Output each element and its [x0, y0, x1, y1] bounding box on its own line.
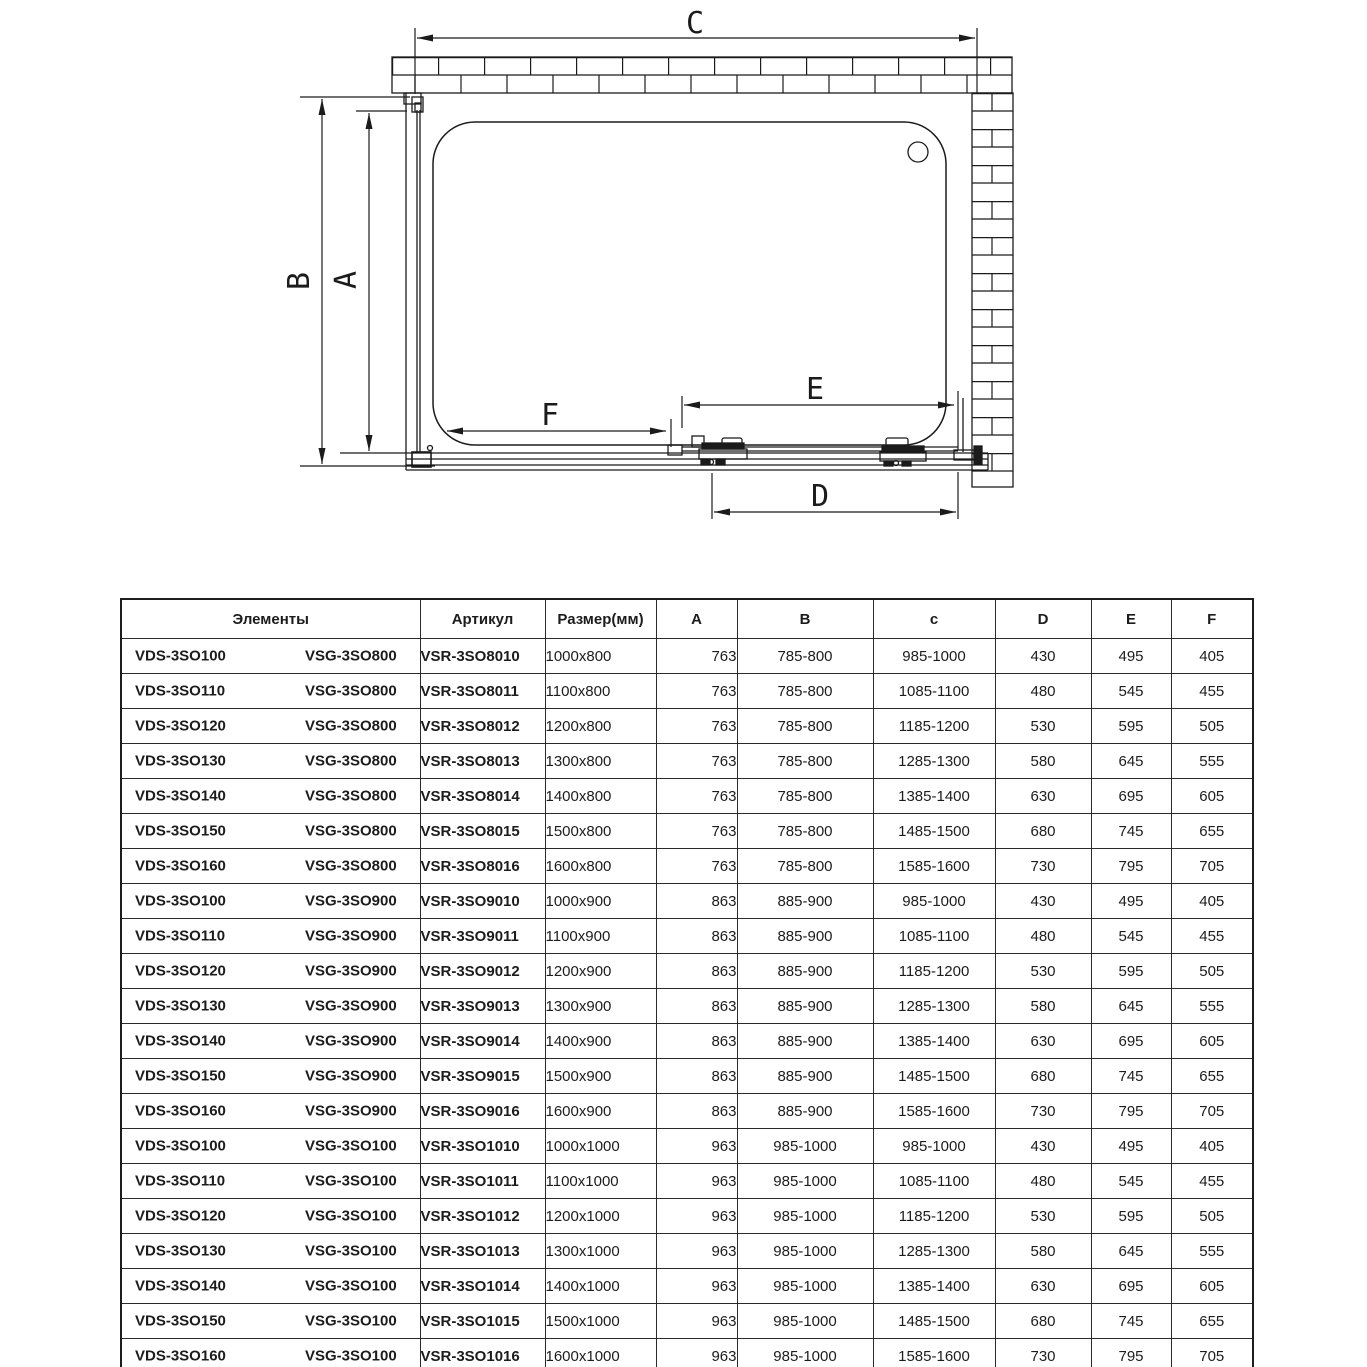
table-row: [121, 1094, 1253, 1129]
cell-e: 795: [1091, 1339, 1171, 1367]
element-code-vds: VDS-3SO120: [135, 962, 226, 980]
cell-elements: [121, 814, 420, 849]
cell-size: 1500x800: [545, 814, 656, 849]
cell-f: 705: [1171, 849, 1253, 884]
cell-f: 455: [1171, 1164, 1253, 1199]
dim-label-E: E: [805, 372, 825, 407]
cell-size: 1000x1000: [545, 1129, 656, 1164]
cell-article: VSR-3SO9013: [420, 989, 545, 1024]
cell-c: 1085-1100: [873, 1164, 995, 1199]
cell-size: 1200x1000: [545, 1199, 656, 1234]
cell-elements: [121, 1164, 420, 1199]
element-code-vds: VDS-3SO120: [135, 1207, 226, 1225]
cell-e: 495: [1091, 639, 1171, 674]
cell-e: 545: [1091, 1164, 1171, 1199]
top-brick-wall: [392, 57, 1012, 93]
cell-elements: [121, 709, 420, 744]
cell-f: 605: [1171, 1024, 1253, 1059]
cell-size: 1400x1000: [545, 1269, 656, 1304]
cell-c: 1085-1100: [873, 919, 995, 954]
shower-tray: [433, 122, 946, 445]
element-code-vds: VDS-3SO140: [135, 1277, 226, 1295]
header-elements: Элементы: [121, 599, 420, 639]
cell-size: 1300x900: [545, 989, 656, 1024]
cell-d: 580: [995, 1234, 1091, 1269]
cell-elements: [121, 989, 420, 1024]
cell-a: 763: [656, 709, 737, 744]
spec-table-body: [121, 639, 1253, 1367]
cell-b: 885-900: [737, 989, 873, 1024]
table-row: [121, 639, 1253, 674]
cell-b: 985-1000: [737, 1339, 873, 1367]
table-row: [121, 674, 1253, 709]
header-size: Размер(мм): [545, 599, 656, 639]
element-code-vsg: VSG-3SO100: [305, 1242, 397, 1260]
cell-f: 405: [1171, 639, 1253, 674]
cell-f: 505: [1171, 1199, 1253, 1234]
cell-a: 863: [656, 954, 737, 989]
cell-elements: [121, 1304, 420, 1339]
cell-article: VSR-3SO1012: [420, 1199, 545, 1234]
cell-d: 680: [995, 814, 1091, 849]
element-code-vds: VDS-3SO130: [135, 752, 226, 770]
cell-b: 885-900: [737, 919, 873, 954]
shower-enclosure-drawing: [0, 0, 1367, 580]
cell-size: 1200x800: [545, 709, 656, 744]
cell-f: 505: [1171, 709, 1253, 744]
cell-elements: [121, 849, 420, 884]
cell-b: 985-1000: [737, 1164, 873, 1199]
cell-d: 730: [995, 849, 1091, 884]
element-code-vsg: VSG-3SO800: [305, 717, 397, 735]
cell-e: 595: [1091, 954, 1171, 989]
cell-f: 655: [1171, 814, 1253, 849]
cell-b: 985-1000: [737, 1234, 873, 1269]
element-code-vsg: VSG-3SO800: [305, 822, 397, 840]
cell-f: 555: [1171, 744, 1253, 779]
cell-elements: [121, 1129, 420, 1164]
dim-label-F: F: [540, 398, 560, 433]
element-code-vsg: VSG-3SO900: [305, 962, 397, 980]
cell-elements: [121, 1234, 420, 1269]
table-row: [121, 779, 1253, 814]
cell-a: 763: [656, 674, 737, 709]
cell-c: 985-1000: [873, 639, 995, 674]
cell-elements: [121, 1339, 420, 1367]
cell-d: 730: [995, 1094, 1091, 1129]
cell-b: 985-1000: [737, 1269, 873, 1304]
cell-article: VSR-3SO9014: [420, 1024, 545, 1059]
cell-b: 985-1000: [737, 1199, 873, 1234]
table-row: [121, 954, 1253, 989]
cell-c: 1385-1400: [873, 1024, 995, 1059]
element-code-vds: VDS-3SO150: [135, 1067, 226, 1085]
cell-b: 785-800: [737, 709, 873, 744]
cell-b: 785-800: [737, 849, 873, 884]
cell-c: 1285-1300: [873, 744, 995, 779]
cell-elements: [121, 1269, 420, 1304]
cell-e: 695: [1091, 779, 1171, 814]
element-code-vds: VDS-3SO150: [135, 1312, 226, 1330]
dim-label-A: A: [329, 270, 364, 290]
header-a: A: [656, 599, 737, 639]
cell-d: 580: [995, 989, 1091, 1024]
cell-article: VSR-3SO9012: [420, 954, 545, 989]
cell-d: 530: [995, 1199, 1091, 1234]
cell-a: 963: [656, 1269, 737, 1304]
cell-size: 1400x900: [545, 1024, 656, 1059]
cell-article: VSR-3SO9010: [420, 884, 545, 919]
cell-elements: [121, 919, 420, 954]
cell-a: 763: [656, 639, 737, 674]
cell-b: 985-1000: [737, 1129, 873, 1164]
cell-a: 963: [656, 1339, 737, 1367]
cell-size: 1100x900: [545, 919, 656, 954]
cell-d: 580: [995, 744, 1091, 779]
cell-e: 595: [1091, 1199, 1171, 1234]
element-code-vds: VDS-3SO140: [135, 787, 226, 805]
element-code-vds: VDS-3SO100: [135, 892, 226, 910]
cell-size: 1500x1000: [545, 1304, 656, 1339]
table-row: [121, 1059, 1253, 1094]
cell-c: 1385-1400: [873, 779, 995, 814]
cell-b: 785-800: [737, 779, 873, 814]
cell-c: 1385-1400: [873, 1269, 995, 1304]
element-code-vds: VDS-3SO110: [135, 1172, 226, 1190]
element-code-vsg: VSG-3SO800: [305, 857, 397, 875]
cell-c: 1485-1500: [873, 1059, 995, 1094]
cell-size: 1600x900: [545, 1094, 656, 1129]
table-row: [121, 1199, 1253, 1234]
element-code-vds: VDS-3SO120: [135, 717, 226, 735]
cell-article: VSR-3SO9011: [420, 919, 545, 954]
cell-d: 630: [995, 1024, 1091, 1059]
cell-a: 763: [656, 779, 737, 814]
cell-f: 405: [1171, 1129, 1253, 1164]
element-code-vsg: VSG-3SO100: [305, 1172, 397, 1190]
cell-e: 545: [1091, 674, 1171, 709]
cell-e: 645: [1091, 989, 1171, 1024]
cell-article: VSR-3SO1014: [420, 1269, 545, 1304]
cell-c: 1185-1200: [873, 1199, 995, 1234]
table-row: [121, 989, 1253, 1024]
table-row: [121, 1129, 1253, 1164]
header-c: c: [873, 599, 995, 639]
cell-c: 1485-1500: [873, 1304, 995, 1339]
element-code-vds: VDS-3SO100: [135, 1137, 226, 1155]
cell-e: 745: [1091, 814, 1171, 849]
cell-article: VSR-3SO1010: [420, 1129, 545, 1164]
cell-f: 455: [1171, 674, 1253, 709]
cell-e: 695: [1091, 1269, 1171, 1304]
table-row: [121, 1339, 1253, 1367]
cell-elements: [121, 1094, 420, 1129]
cell-f: 605: [1171, 1269, 1253, 1304]
element-code-vds: VDS-3SO100: [135, 647, 226, 665]
cell-d: 730: [995, 1339, 1091, 1367]
cell-e: 695: [1091, 1024, 1171, 1059]
table-row: [121, 1024, 1253, 1059]
table-row: [121, 709, 1253, 744]
cell-a: 963: [656, 1129, 737, 1164]
element-code-vsg: VSG-3SO100: [305, 1207, 397, 1225]
cell-d: 430: [995, 884, 1091, 919]
cell-d: 530: [995, 709, 1091, 744]
cell-b: 985-1000: [737, 1304, 873, 1339]
cell-c: 1185-1200: [873, 954, 995, 989]
cell-elements: [121, 674, 420, 709]
cell-a: 863: [656, 1094, 737, 1129]
table-row: [121, 1234, 1253, 1269]
spec-table: [120, 598, 1254, 1367]
table-row: [121, 1164, 1253, 1199]
header-f: F: [1171, 599, 1253, 639]
element-code-vds: VDS-3SO160: [135, 857, 226, 875]
cell-c: 1285-1300: [873, 989, 995, 1024]
cell-b: 885-900: [737, 1024, 873, 1059]
cell-elements: [121, 884, 420, 919]
element-code-vsg: VSG-3SO100: [305, 1137, 397, 1155]
cell-e: 795: [1091, 1094, 1171, 1129]
cell-f: 405: [1171, 884, 1253, 919]
element-code-vds: VDS-3SO140: [135, 1032, 226, 1050]
cell-e: 495: [1091, 1129, 1171, 1164]
cell-e: 645: [1091, 1234, 1171, 1269]
cell-elements: [121, 639, 420, 674]
cell-size: 1100x1000: [545, 1164, 656, 1199]
cell-f: 505: [1171, 954, 1253, 989]
cell-a: 763: [656, 849, 737, 884]
cell-article: VSR-3SO9016: [420, 1094, 545, 1129]
cell-article: VSR-3SO8016: [420, 849, 545, 884]
cell-c: 1585-1600: [873, 1094, 995, 1129]
cell-size: 1100x800: [545, 674, 656, 709]
cell-elements: [121, 744, 420, 779]
cell-d: 630: [995, 1269, 1091, 1304]
cell-b: 785-800: [737, 814, 873, 849]
cell-e: 595: [1091, 709, 1171, 744]
table-row: [121, 849, 1253, 884]
cell-d: 630: [995, 779, 1091, 814]
cell-d: 480: [995, 1164, 1091, 1199]
cell-d: 530: [995, 954, 1091, 989]
cell-a: 963: [656, 1199, 737, 1234]
cell-a: 963: [656, 1234, 737, 1269]
table-row: [121, 744, 1253, 779]
header-d: D: [995, 599, 1091, 639]
cell-a: 863: [656, 1059, 737, 1094]
cell-a: 763: [656, 744, 737, 779]
element-code-vds: VDS-3SO160: [135, 1347, 226, 1365]
cell-article: VSR-3SO8012: [420, 709, 545, 744]
cell-f: 655: [1171, 1304, 1253, 1339]
cell-e: 545: [1091, 919, 1171, 954]
cell-size: 1300x800: [545, 744, 656, 779]
element-code-vds: VDS-3SO160: [135, 1102, 226, 1120]
cell-d: 480: [995, 674, 1091, 709]
table-row: [121, 884, 1253, 919]
cell-b: 885-900: [737, 884, 873, 919]
cell-e: 745: [1091, 1059, 1171, 1094]
cell-a: 863: [656, 919, 737, 954]
cell-c: 1085-1100: [873, 674, 995, 709]
right-brick-wall: [972, 93, 1013, 487]
header-article: Артикул: [420, 599, 545, 639]
cell-b: 885-900: [737, 1094, 873, 1129]
dim-label-D: D: [810, 479, 830, 514]
element-code-vsg: VSG-3SO800: [305, 647, 397, 665]
cell-article: VSR-3SO1013: [420, 1234, 545, 1269]
cell-f: 455: [1171, 919, 1253, 954]
cell-b: 785-800: [737, 639, 873, 674]
cell-size: 1300x1000: [545, 1234, 656, 1269]
element-code-vsg: VSG-3SO800: [305, 682, 397, 700]
cell-article: VSR-3SO8015: [420, 814, 545, 849]
cell-a: 863: [656, 1024, 737, 1059]
cell-c: 1585-1600: [873, 1339, 995, 1367]
cell-b: 885-900: [737, 1059, 873, 1094]
element-code-vds: VDS-3SO130: [135, 997, 226, 1015]
cell-c: 985-1000: [873, 1129, 995, 1164]
element-code-vsg: VSG-3SO900: [305, 1067, 397, 1085]
cell-article: VSR-3SO9015: [420, 1059, 545, 1094]
cell-article: VSR-3SO8010: [420, 639, 545, 674]
cell-article: VSR-3SO8014: [420, 779, 545, 814]
cell-d: 680: [995, 1304, 1091, 1339]
element-code-vsg: VSG-3SO900: [305, 1032, 397, 1050]
cell-size: 1000x800: [545, 639, 656, 674]
cell-article: VSR-3SO1016: [420, 1339, 545, 1367]
element-code-vsg: VSG-3SO900: [305, 892, 397, 910]
cell-e: 795: [1091, 849, 1171, 884]
cell-e: 745: [1091, 1304, 1171, 1339]
table-row: [121, 1269, 1253, 1304]
element-code-vsg: VSG-3SO900: [305, 927, 397, 945]
element-code-vsg: VSG-3SO100: [305, 1347, 397, 1365]
element-code-vsg: VSG-3SO100: [305, 1277, 397, 1295]
cell-c: 1285-1300: [873, 1234, 995, 1269]
element-code-vsg: VSG-3SO900: [305, 997, 397, 1015]
table-row: [121, 1304, 1253, 1339]
cell-elements: [121, 1024, 420, 1059]
cell-elements: [121, 779, 420, 814]
cell-elements: [121, 1199, 420, 1234]
cell-a: 963: [656, 1304, 737, 1339]
cell-article: VSR-3SO1015: [420, 1304, 545, 1339]
cell-f: 555: [1171, 989, 1253, 1024]
table-header-row: [121, 599, 1253, 639]
cell-size: 1600x800: [545, 849, 656, 884]
cell-elements: [121, 954, 420, 989]
header-b: B: [737, 599, 873, 639]
cell-article: VSR-3SO1011: [420, 1164, 545, 1199]
cell-d: 480: [995, 919, 1091, 954]
element-code-vsg: VSG-3SO800: [305, 752, 397, 770]
cell-size: 1500x900: [545, 1059, 656, 1094]
cell-a: 763: [656, 814, 737, 849]
cell-b: 885-900: [737, 954, 873, 989]
table-row: [121, 814, 1253, 849]
cell-e: 645: [1091, 744, 1171, 779]
cell-f: 555: [1171, 1234, 1253, 1269]
header-e: E: [1091, 599, 1171, 639]
cell-b: 785-800: [737, 744, 873, 779]
cell-e: 495: [1091, 884, 1171, 919]
element-code-vsg: VSG-3SO900: [305, 1102, 397, 1120]
element-code-vds: VDS-3SO110: [135, 682, 226, 700]
cell-size: 1600x1000: [545, 1339, 656, 1367]
cell-d: 680: [995, 1059, 1091, 1094]
cell-size: 1400x800: [545, 779, 656, 814]
cell-d: 430: [995, 1129, 1091, 1164]
dim-label-B: B: [282, 271, 317, 291]
drain-hole: [908, 142, 928, 162]
element-code-vsg: VSG-3SO800: [305, 787, 397, 805]
cell-elements: [121, 1059, 420, 1094]
element-code-vsg: VSG-3SO100: [305, 1312, 397, 1330]
table-row: [121, 919, 1253, 954]
cell-a: 863: [656, 989, 737, 1024]
cell-d: 430: [995, 639, 1091, 674]
element-code-vds: VDS-3SO130: [135, 1242, 226, 1260]
element-code-vds: VDS-3SO150: [135, 822, 226, 840]
cell-b: 785-800: [737, 674, 873, 709]
cell-a: 963: [656, 1164, 737, 1199]
cell-f: 605: [1171, 779, 1253, 814]
cell-article: VSR-3SO8013: [420, 744, 545, 779]
cell-size: 1200x900: [545, 954, 656, 989]
cell-c: 1485-1500: [873, 814, 995, 849]
cell-c: 1185-1200: [873, 709, 995, 744]
cell-a: 863: [656, 884, 737, 919]
dim-label-C: C: [685, 6, 705, 41]
cell-article: VSR-3SO8011: [420, 674, 545, 709]
cell-c: 1585-1600: [873, 849, 995, 884]
cell-c: 985-1000: [873, 884, 995, 919]
cell-size: 1000x900: [545, 884, 656, 919]
cell-f: 705: [1171, 1339, 1253, 1367]
cell-f: 655: [1171, 1059, 1253, 1094]
element-code-vds: VDS-3SO110: [135, 927, 226, 945]
cell-f: 705: [1171, 1094, 1253, 1129]
